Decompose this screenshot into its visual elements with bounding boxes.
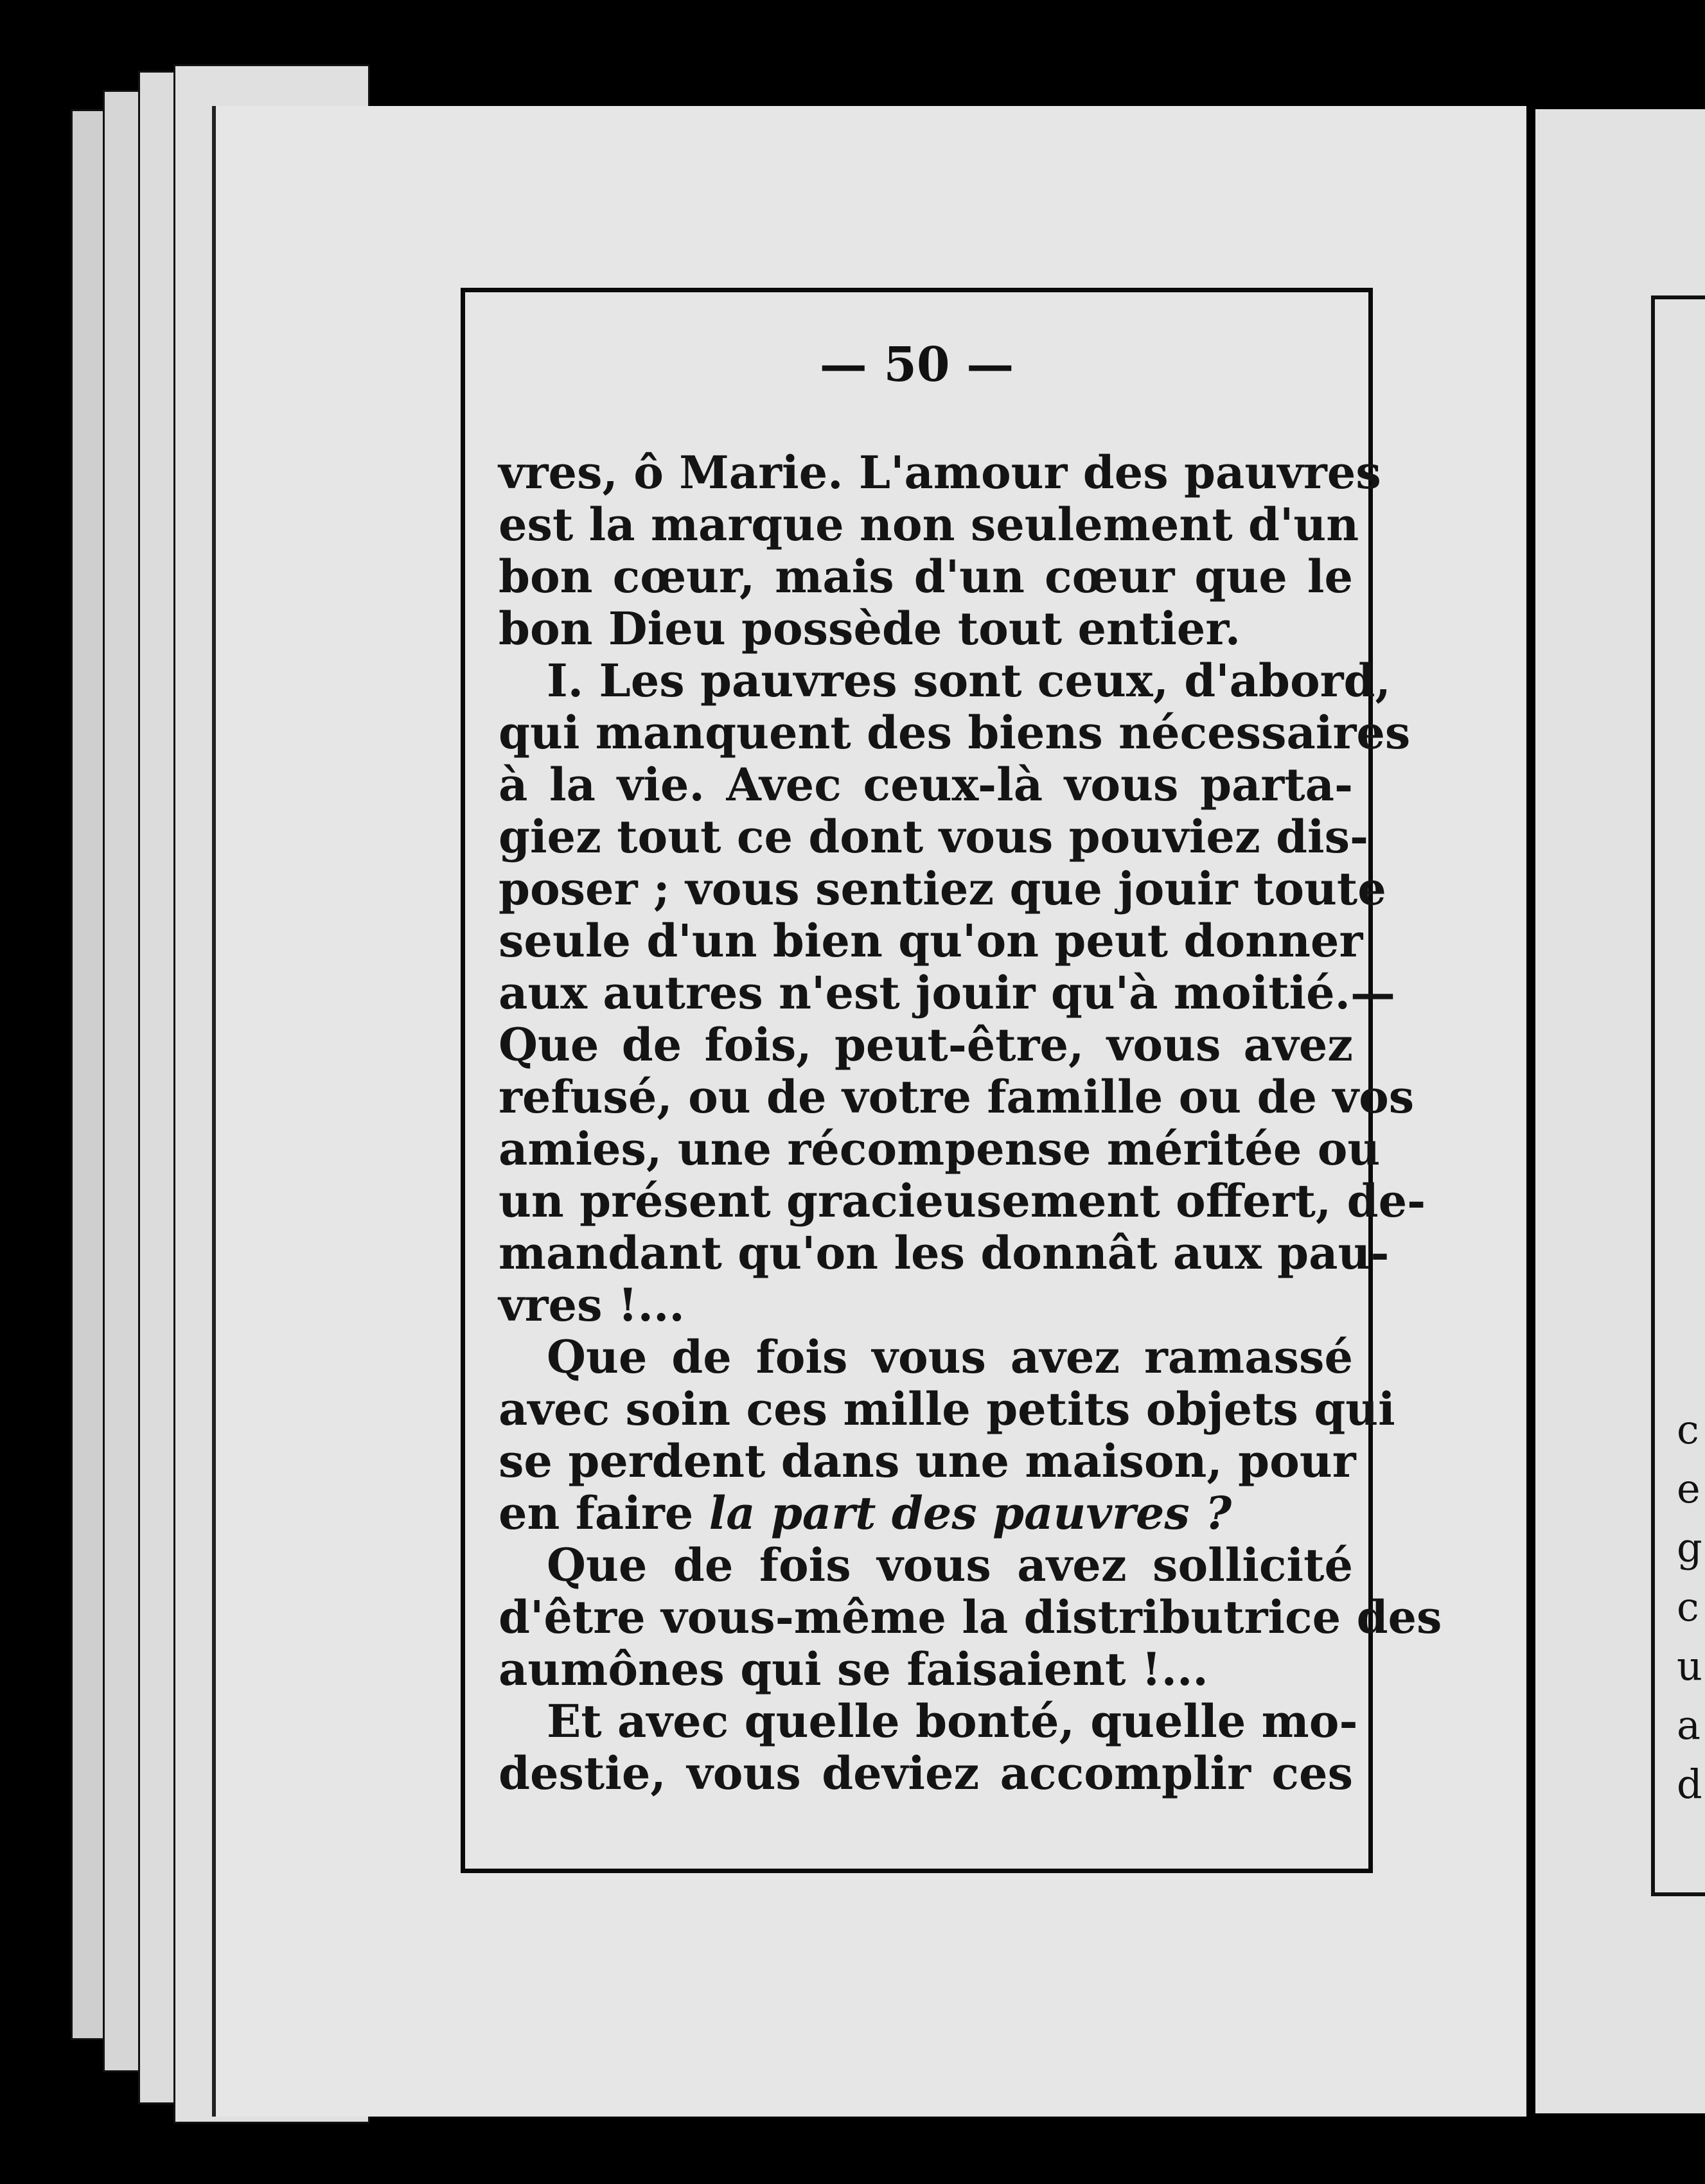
page-number: — 50 — bbox=[819, 337, 1014, 392]
text-line bbox=[499, 446, 1381, 499]
facing-letter: a bbox=[1677, 1702, 1701, 1748]
text-line bbox=[499, 498, 1359, 551]
text-line-content: destie, vous deviez accomplir ces bbox=[499, 1747, 1353, 1800]
text-line-content: aumônes qui se faisaient !... bbox=[499, 1642, 1208, 1696]
text-line-content: bon cœur, mais d'un cœur que le bbox=[499, 550, 1353, 603]
text-line-content: Que de fois, peut-être, vous avez bbox=[499, 1018, 1353, 1071]
text-line-content: poser ; vous sentiez que jouir toute bbox=[499, 862, 1386, 915]
text-line bbox=[499, 810, 1369, 863]
text-line bbox=[499, 654, 1391, 707]
text-line bbox=[499, 1695, 1358, 1748]
text-line bbox=[499, 1279, 1353, 1331]
text-line-content: Et avec quelle bonté, quelle mo- bbox=[547, 1695, 1358, 1748]
facing-letter: c bbox=[1677, 1406, 1699, 1453]
facing-letter: c bbox=[1677, 1583, 1699, 1630]
text-line-content: seule d'un bien qu'on peut donner bbox=[499, 914, 1363, 967]
text-line bbox=[499, 1070, 1415, 1123]
text-line-content: Que de fois vous avez sollicité bbox=[547, 1538, 1353, 1592]
text-line bbox=[499, 603, 1353, 655]
text-line-content: aux autres n'est jouir qu'à moitié.— bbox=[499, 966, 1396, 1019]
text-line-content: se perdent dans une maison, pour bbox=[499, 1434, 1356, 1488]
text-line bbox=[499, 759, 1353, 811]
text-line-content: vres !... bbox=[499, 1278, 685, 1332]
text-line-content: d'être vous-même la distributrice des bbox=[499, 1590, 1442, 1644]
text-line bbox=[499, 1019, 1353, 1071]
text-line-content: avec soin ces mille petits objets qui bbox=[499, 1382, 1395, 1436]
text-line-content: mandant qu'on les donnât aux pau- bbox=[499, 1226, 1390, 1280]
facing-letter: d bbox=[1677, 1761, 1702, 1808]
text-line-content: un présent gracieusement offert, de- bbox=[499, 1174, 1426, 1228]
text-line bbox=[499, 1487, 1353, 1539]
italic-phrase: la part des pauvres ? bbox=[709, 1486, 1232, 1540]
text-line bbox=[499, 1122, 1381, 1176]
text-line-content: bon Dieu possède tout entier. bbox=[499, 602, 1241, 655]
facing-letter: e bbox=[1677, 1465, 1701, 1512]
text-line-content: à la vie. Avec ceux-là vous parta- bbox=[499, 758, 1353, 811]
text-line bbox=[499, 1174, 1426, 1228]
text-line bbox=[499, 914, 1363, 967]
text-line bbox=[499, 1382, 1395, 1436]
body-text bbox=[499, 446, 1442, 1800]
text-frame bbox=[461, 288, 1442, 1873]
text-line-content: est la marque non seulement d'un bbox=[499, 498, 1359, 551]
text-line bbox=[499, 550, 1353, 603]
text-line bbox=[499, 1331, 1353, 1383]
text-line-content: en faire bbox=[499, 1486, 709, 1540]
text-line bbox=[499, 1643, 1353, 1695]
text-line-content: vres, ô Marie. L'amour des pauvres bbox=[499, 446, 1381, 499]
text-line bbox=[499, 1747, 1353, 1799]
facing-letter: u bbox=[1677, 1642, 1702, 1689]
text-line bbox=[499, 966, 1396, 1019]
text-line-content: amies, une récompense méritée ou bbox=[499, 1122, 1381, 1176]
text-line bbox=[499, 1539, 1353, 1591]
text-line-content: qui manquent des biens nécessaires bbox=[499, 706, 1411, 759]
text-line bbox=[499, 1590, 1442, 1644]
text-line-content: I. Les pauvres sont ceux, d'abord, bbox=[547, 654, 1391, 707]
facing-letter: g bbox=[1677, 1524, 1702, 1571]
text-line bbox=[499, 1226, 1390, 1280]
text-line bbox=[499, 706, 1411, 759]
text-line-content: Que de fois vous avez ramassé bbox=[547, 1330, 1353, 1384]
text-line-content: refusé, ou de votre famille ou de vos bbox=[499, 1070, 1415, 1123]
facing-page-text bbox=[1677, 1400, 1702, 1814]
text-line-content: giez tout ce dont vous pouviez dis- bbox=[499, 810, 1369, 863]
text-line bbox=[499, 1434, 1356, 1488]
text-line bbox=[499, 862, 1386, 915]
